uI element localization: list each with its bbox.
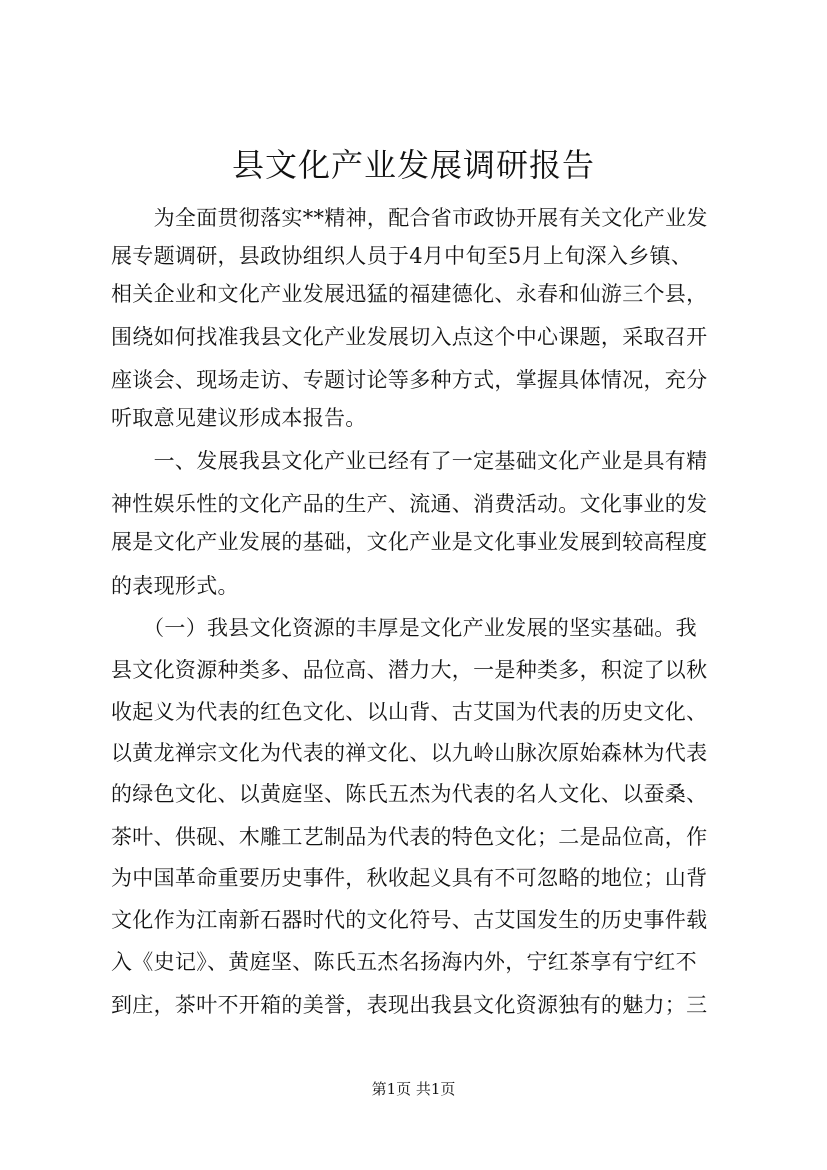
body-line: 茶叶、供砚、木雕工艺制品为代表的特色文化；二是品位高，作 — [111, 825, 708, 849]
body-line: 以黄龙禅宗文化为代表的禅文化、以九岭山脉次原始森林为代表 — [111, 741, 708, 765]
document-title: 县文化产业发展调研报告 — [231, 146, 595, 184]
body-line: 县文化资源种类多、品位高、潜力大，一是种类多，积淀了以秋 — [111, 658, 708, 682]
body-line: 的表现形式。 — [111, 574, 239, 598]
body-line: 座谈会、现场走访、专题讨论等多种方式，掌握具体情况，充分 — [111, 368, 708, 392]
body-line: （一）我县文化资源的丰厚是文化产业发展的坚实基础。我 — [111, 616, 697, 640]
body-line: 相关企业和文化产业发展迅猛的福建德化、永春和仙游三个县， — [111, 282, 708, 306]
body-line: 为中国革命重要历史事件，秋收起义具有不可忽略的地位；山背 — [111, 866, 708, 890]
body-line: 入《史记》、黄庭坚、陈氏五杰名扬海内外，宁红茶享有宁红不 — [111, 950, 697, 974]
body-line: 神性娱乐性的文化产品的生产、流通、消费活动。文化事业的发 — [111, 492, 708, 516]
body-line: 一、发展我县文化产业已经有了一定基础文化产业是具有精 — [111, 449, 708, 473]
body-line: 展专题调研，县政协组织人员于4月中旬至5月上旬深入乡镇、 — [111, 244, 693, 268]
body-line: 展是文化产业发展的基础，文化产业是文化事业发展到较高程度 — [111, 530, 708, 554]
body-line: 文化作为江南新石器时代的文化符号、古艾国发生的历史事件载 — [111, 908, 708, 932]
body-line: 的绿色文化、以黄庭坚、陈氏五杰为代表的名人文化、以蚕桑、 — [111, 782, 708, 806]
body-line: 围绕如何找准我县文化产业发展切入点这个中心课题，采取召开 — [111, 325, 708, 349]
page-number: 第1页 共1页 — [371, 1080, 456, 1098]
body-line: 到庄，茶叶不开箱的美誉，表现出我县文化资源独有的魅力；三 — [111, 993, 708, 1017]
body-line: 为全面贯彻落实**精神，配合省市政协开展有关文化产业发 — [111, 206, 708, 230]
body-line: 收起义为代表的红色文化、以山背、古艾国为代表的历史文化、 — [111, 700, 708, 724]
body-line: 听取意见建议形成本报告。 — [111, 406, 367, 430]
